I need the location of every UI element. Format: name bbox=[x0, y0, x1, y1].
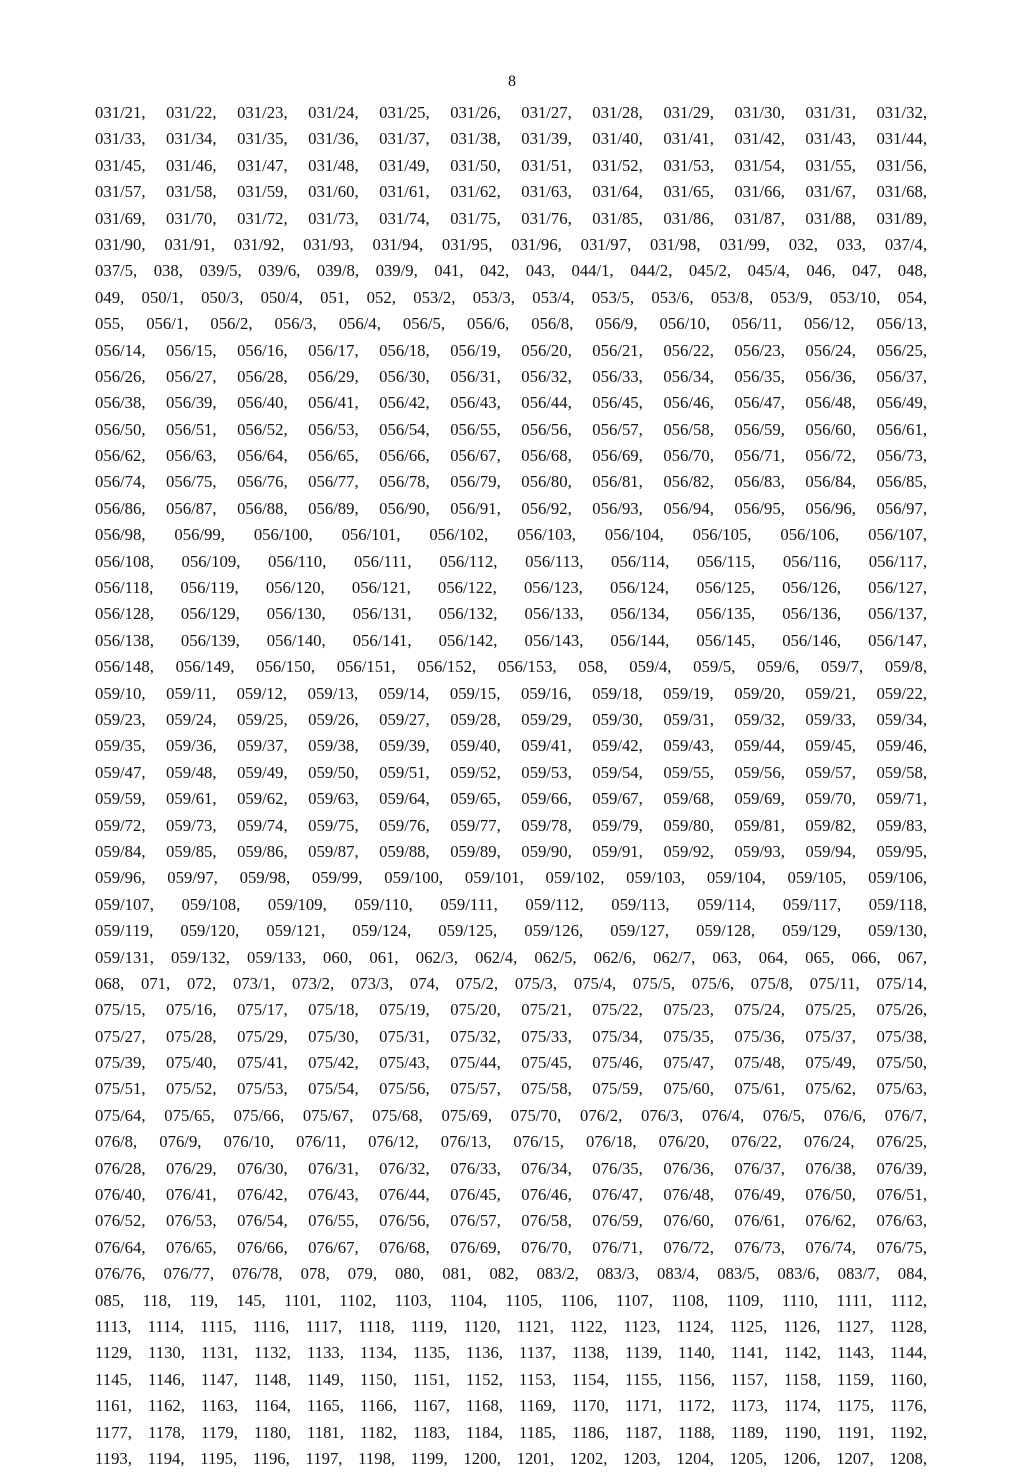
text-line: 031/57, 031/58, 031/59, 031/60, 031/61, 031/62, 031/63, 031/64, 031/65, 031/66, 031/67, 031/68, bbox=[95, 182, 927, 202]
text-line: 059/10, 059/11, 059/12, 059/13, 059/14, 059/15, 059/16, 059/18, 059/19, 059/20, 059/21, 059/22, bbox=[95, 683, 927, 703]
text-line: 076/8, 076/9, 076/10, 076/11, 076/12, 076/13, 076/15, 076/18, 076/20, 076/22, 076/24, 076/25, bbox=[95, 1132, 927, 1152]
text-line: 085, 118, 119, 145, 1101, 1102, 1103, 1104, 1105, 1106, 1107, 1108, 1109, 1110, 1111, 1112, bbox=[95, 1290, 927, 1310]
text-line: 059/131, 059/132, 059/133, 060, 061, 062/3, 062/4, 062/5, 062/6, 062/7, 063, 064, 065, 066, 067, bbox=[95, 947, 927, 967]
text-line: 059/23, 059/24, 059/25, 059/26, 059/27, 059/28, 059/29, 059/30, 059/31, 059/32, 059/33, 059/34, bbox=[95, 709, 927, 729]
text-line: 059/72, 059/73, 059/74, 059/75, 059/76, 059/77, 059/78, 059/79, 059/80, 059/81, 059/82, 059/83, bbox=[95, 815, 927, 835]
text-line: 059/84, 059/85, 059/86, 059/87, 059/88, 059/89, 059/90, 059/91, 059/92, 059/93, 059/94, 059/95, bbox=[95, 841, 927, 861]
text-line: 059/59, 059/61, 059/62, 059/63, 059/64, 059/65, 059/66, 059/67, 059/68, 059/69, 059/70, 059/71, bbox=[95, 789, 927, 809]
text-line: 1177, 1178, 1179, 1180, 1181, 1182, 1183, 1184, 1185, 1186, 1187, 1188, 1189, 1190, 1191, 1192, bbox=[95, 1422, 927, 1442]
text-line: 076/28, 076/29, 076/30, 076/31, 076/32, 076/33, 076/34, 076/35, 076/36, 076/37, 076/38, 076/39, bbox=[95, 1158, 927, 1178]
text-line: 075/51, 075/52, 075/53, 075/54, 075/56, 075/57, 075/58, 075/59, 075/60, 075/61, 075/62, 075/63, bbox=[95, 1079, 927, 1099]
text-line: 031/21, 031/22, 031/23, 031/24, 031/25, 031/26, 031/27, 031/28, 031/29, 031/30, 031/31, 031/32, bbox=[95, 103, 927, 122]
text-line: 059/96, 059/97, 059/98, 059/99, 059/100, 059/101, 059/102, 059/103, 059/104, 059/105, 059/106, bbox=[95, 868, 927, 888]
text-line: 076/52, 076/53, 076/54, 076/55, 076/56, 076/57, 076/58, 076/59, 076/60, 076/61, 076/62, 076/63, bbox=[95, 1211, 927, 1231]
text-line: 056/98, 056/99, 056/100, 056/101, 056/102, 056/103, 056/104, 056/105, 056/106, 056/107, bbox=[95, 525, 927, 545]
text-line: 059/119, 059/120, 059/121, 059/124, 059/125, 059/126, 059/127, 059/128, 059/129, 059/130, bbox=[95, 921, 927, 941]
text-line: 1129, 1130, 1131, 1132, 1133, 1134, 1135, 1136, 1137, 1138, 1139, 1140, 1141, 1142, 1143, 1144, bbox=[95, 1343, 927, 1363]
text-line: 056/74, 056/75, 056/76, 056/77, 056/78, 056/79, 056/80, 056/81, 056/82, 056/83, 056/84, 056/85, bbox=[95, 472, 927, 492]
text-line: 1193, 1194, 1195, 1196, 1197, 1198, 1199, 1200, 1201, 1202, 1203, 1204, 1205, 1206, 1207, 1208, bbox=[95, 1448, 927, 1468]
page-number: 8 bbox=[508, 73, 516, 90]
text-line: 1145, 1146, 1147, 1148, 1149, 1150, 1151, 1152, 1153, 1154, 1155, 1156, 1157, 1158, 1159, 1160, bbox=[95, 1369, 927, 1389]
text-line: 056/50, 056/51, 056/52, 056/53, 056/54, 056/55, 056/56, 056/57, 056/58, 056/59, 056/60, 056/61, bbox=[95, 419, 927, 439]
text-line: 075/64, 075/65, 075/66, 075/67, 075/68, 075/69, 075/70, 076/2, 076/3, 076/4, 076/5, 076/6, 076/7, bbox=[95, 1105, 927, 1125]
text-line: 037/5, 038, 039/5, 039/6, 039/8, 039/9, 041, 042, 043, 044/1, 044/2, 045/2, 045/4, 046, 047, 048, bbox=[95, 261, 927, 281]
text-line: 075/15, 075/16, 075/17, 075/18, 075/19, 075/20, 075/21, 075/22, 075/23, 075/24, 075/25, 075/26, bbox=[95, 1000, 927, 1020]
text-line: 1161, 1162, 1163, 1164, 1165, 1166, 1167, 1168, 1169, 1170, 1171, 1172, 1173, 1174, 1175, 1176, bbox=[95, 1396, 927, 1416]
text-line: 031/33, 031/34, 031/35, 031/36, 031/37, 031/38, 031/39, 031/40, 031/41, 031/42, 031/43, 031/44, bbox=[95, 129, 927, 149]
text-line: 076/76, 076/77, 076/78, 078, 079, 080, 081, 082, 083/2, 083/3, 083/4, 083/5, 083/6, 083/7, 084, bbox=[95, 1264, 927, 1284]
text-line: 056/14, 056/15, 056/16, 056/17, 056/18, 056/19, 056/20, 056/21, 056/22, 056/23, 056/24, 056/25, bbox=[95, 340, 927, 360]
text-line: 075/39, 075/40, 075/41, 075/42, 075/43, 075/44, 075/45, 075/46, 075/47, 075/48, 075/49, 075/50, bbox=[95, 1053, 927, 1073]
text-line: 056/38, 056/39, 056/40, 056/41, 056/42, 056/43, 056/44, 056/45, 056/46, 056/47, 056/48, 056/49, bbox=[95, 393, 927, 413]
text-line: 031/90, 031/91, 031/92, 031/93, 031/94, 031/95, 031/96, 031/97, 031/98, 031/99, 032, 033, 037/4, bbox=[95, 234, 927, 254]
text-line: 055, 056/1, 056/2, 056/3, 056/4, 056/5, 056/6, 056/8, 056/9, 056/10, 056/11, 056/12, 056/13, bbox=[95, 314, 927, 334]
text-line: 059/35, 059/36, 059/37, 059/38, 059/39, 059/40, 059/41, 059/42, 059/43, 059/44, 059/45, 059/46, bbox=[95, 736, 927, 756]
text-line: 1113, 1114, 1115, 1116, 1117, 1118, 1119, 1120, 1121, 1122, 1123, 1124, 1125, 1126, 1127, 1128, bbox=[95, 1316, 927, 1336]
text-line: 056/86, 056/87, 056/88, 056/89, 056/90, 056/91, 056/92, 056/93, 056/94, 056/95, 056/96, 056/97, bbox=[95, 498, 927, 518]
text-line: 031/69, 031/70, 031/72, 031/73, 031/74, 031/75, 031/76, 031/85, 031/86, 031/87, 031/88, 031/89, bbox=[95, 208, 927, 228]
parcel-number-list bbox=[95, 100, 927, 1472]
text-line: 059/107, 059/108, 059/109, 059/110, 059/111, 059/112, 059/113, 059/114, 059/117, 059/118, bbox=[95, 894, 927, 914]
text-line: 049, 050/1, 050/3, 050/4, 051, 052, 053/2, 053/3, 053/4, 053/5, 053/6, 053/8, 053/9, 053/10, 054, bbox=[95, 287, 927, 307]
text-line: 056/118, 056/119, 056/120, 056/121, 056/122, 056/123, 056/124, 056/125, 056/126, 056/127, bbox=[95, 578, 927, 598]
text-line: 076/40, 076/41, 076/42, 076/43, 076/44, 076/45, 076/46, 076/47, 076/48, 076/49, 076/50, 076/51, bbox=[95, 1185, 927, 1205]
text-line: 076/64, 076/65, 076/66, 076/67, 076/68, 076/69, 076/70, 076/71, 076/72, 076/73, 076/74, 076/75, bbox=[95, 1237, 927, 1257]
text-line: 056/62, 056/63, 056/64, 056/65, 056/66, 056/67, 056/68, 056/69, 056/70, 056/71, 056/72, 056/73, bbox=[95, 446, 927, 466]
text-line: 056/108, 056/109, 056/110, 056/111, 056/112, 056/113, 056/114, 056/115, 056/116, 056/117, bbox=[95, 551, 927, 571]
text-line: 068, 071, 072, 073/1, 073/2, 073/3, 074, 075/2, 075/3, 075/4, 075/5, 075/6, 075/8, 075/11, 075/14, bbox=[95, 973, 927, 993]
text-line: 056/128, 056/129, 056/130, 056/131, 056/132, 056/133, 056/134, 056/135, 056/136, 056/137, bbox=[95, 604, 927, 624]
text-line: 031/45, 031/46, 031/47, 031/48, 031/49, 031/50, 031/51, 031/52, 031/53, 031/54, 031/55, 031/56, bbox=[95, 155, 927, 175]
text-line: 056/26, 056/27, 056/28, 056/29, 056/30, 056/31, 056/32, 056/33, 056/34, 056/35, 056/36, 056/37, bbox=[95, 366, 927, 386]
text-line: 075/27, 075/28, 075/29, 075/30, 075/31, 075/32, 075/33, 075/34, 075/35, 075/36, 075/37, 075/38, bbox=[95, 1026, 927, 1046]
text-line: 056/138, 056/139, 056/140, 056/141, 056/142, 056/143, 056/144, 056/145, 056/146, 056/147, bbox=[95, 630, 927, 650]
text-line: 059/47, 059/48, 059/49, 059/50, 059/51, 059/52, 059/53, 059/54, 059/55, 059/56, 059/57, 059/58, bbox=[95, 762, 927, 782]
text-line: 056/148, 056/149, 056/150, 056/151, 056/152, 056/153, 058, 059/4, 059/5, 059/6, 059/7, 059/8, bbox=[95, 657, 927, 677]
